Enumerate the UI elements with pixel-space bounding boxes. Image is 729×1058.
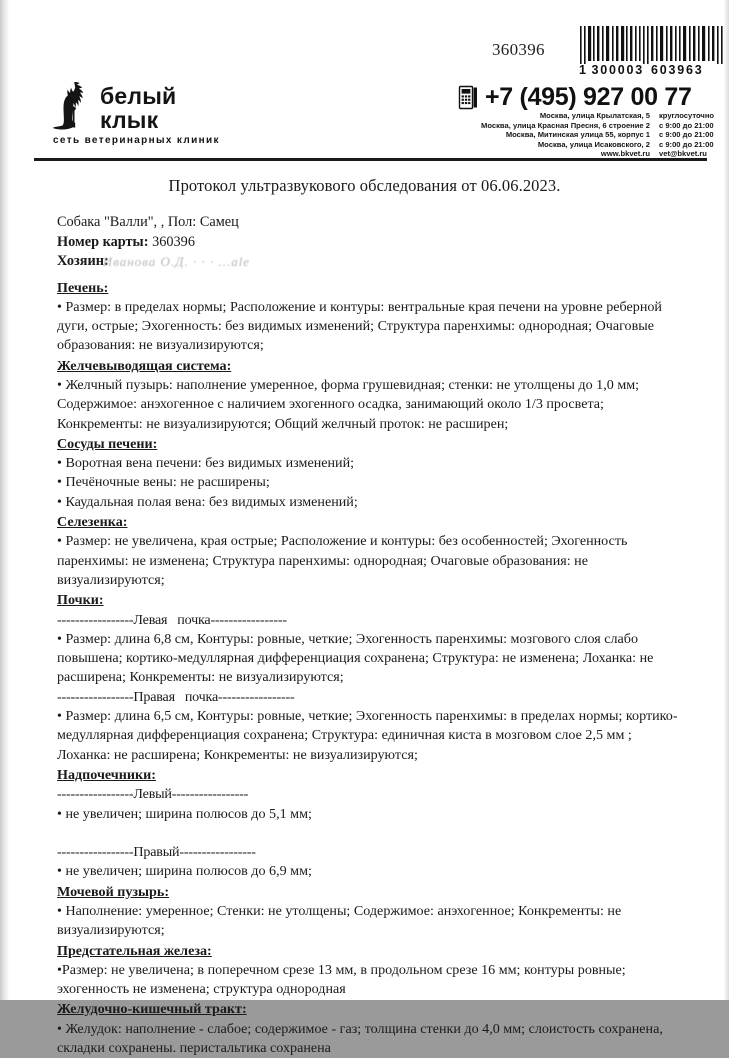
address-text: Москва, улица Исаковского, 2 xyxy=(538,140,650,150)
patient-card-row xyxy=(57,233,729,253)
subsection-separator-left-adrenal: -----------------Левый----------------- xyxy=(57,785,685,804)
card-number-label: Номер карты: xyxy=(57,234,149,250)
clinic-phone xyxy=(459,83,692,112)
section-heading-biliary-system: Желчевыводящая система: xyxy=(57,357,685,376)
address-hours: с 9:00 до 21:00 xyxy=(650,121,728,131)
section-text: • Воротная вена печени: без видимых изменений; xyxy=(57,454,685,473)
card-number-value: 360396 xyxy=(152,234,195,250)
address-row xyxy=(436,130,728,140)
section-text: • Размер: не увеличена, края острые; Расположение и контуры: без особенностей; Эхогенность паренхимы: не изменена; Структура паренхимы: однородная; Очаговые образования: не визуализируются; xyxy=(57,532,685,590)
patient-species-name-sex: Собака "Валли", , Пол: Самец xyxy=(57,213,729,233)
clinic-addresses xyxy=(436,111,728,159)
section-heading-adrenal-glands: Надпочечники: xyxy=(57,766,685,785)
section-text: • Желудок: наполнение - слабое; содержимое - газ; толщина стенки до 4,0 мм; слоистость сохранена, складки сохранены. перистальтика сохранена xyxy=(57,1020,685,1058)
website-url: www.bkvet.ru xyxy=(601,149,650,159)
subsection-separator-right-adrenal: -----------------Правый----------------- xyxy=(57,843,685,862)
document-number: 360396 xyxy=(492,40,545,60)
address-row xyxy=(436,121,728,131)
section-text: • Размер: в пределах нормы; Расположение и контуры: вентральные края печени на уровне реберной дуги, острые; Эхогенность: без видимых изменений; Структура паренхимы: однородная; Очаговые образования: не визуализируются; xyxy=(57,298,685,356)
address-hours: с 9:00 до 21:00 xyxy=(650,130,728,140)
email-address: vet@bkvet.ru xyxy=(650,149,728,159)
section-text: • Печёночные вены: не расширены; xyxy=(57,473,685,492)
section-text: • не увеличен; ширина полюсов до 5,1 мм; xyxy=(57,805,685,824)
section-heading-liver-vessels: Сосуды печени: xyxy=(57,435,685,454)
section-heading-liver: Печень: xyxy=(57,279,685,298)
section-heading-urinary-bladder: Мочевой пузырь: xyxy=(57,883,685,902)
address-row xyxy=(436,140,728,150)
mobile-phone-icon xyxy=(459,86,478,109)
spacer-line xyxy=(57,824,685,843)
barcode-left-group: 300003 xyxy=(591,63,644,77)
patient-info xyxy=(0,213,729,272)
address-hours: круглосуточно xyxy=(650,111,728,121)
address-text: Москва, улица Крылатская, 5 xyxy=(540,111,650,121)
owner-label: Хозяин: xyxy=(57,252,109,272)
address-text: Москва, улица Красная Пресня, 6 строение 2 xyxy=(481,121,650,131)
document-header xyxy=(0,0,729,152)
barcode-right-group: 603963 xyxy=(651,63,704,77)
subsection-separator-right-kidney: -----------------Правая почка----------------- xyxy=(57,688,685,707)
section-text: • Желчный пузырь: наполнение умеренное, форма грушевидная; стенки: не утолщены до 1,0 мм; Содержимое: анэхогенное с наличием эхогенного осадка, занимающий около 1/3 просвета; Конкременты: не визуализируются; Общий желчный проток: не расширен; xyxy=(57,376,685,434)
phone-number: +7 (495) 927 00 77 xyxy=(485,83,692,112)
section-text: • Каудальная полая вена: без видимых изменений; xyxy=(57,493,685,512)
address-row xyxy=(436,111,728,121)
owner-value-redacted: Ивановa О.Д. · · · ...ale xyxy=(103,252,250,272)
section-heading-prostate: Предстательная железа: xyxy=(57,942,685,961)
dog-silhouette-icon xyxy=(52,86,98,134)
barcode-bars-icon xyxy=(578,26,724,64)
section-text: • не увеличен; ширина полюсов до 6,9 мм; xyxy=(57,862,685,881)
section-heading-kidneys: Почки: xyxy=(57,591,685,610)
section-text: • Размер: длина 6,8 см, Контуры: ровные, четкие; Эхогенность паренхимы: мозгового слоя слабо повышена; кортико-медуллярная дифференциация сохранена; Структура: не изменена; Лоханка: не расширена; Конкременты: не визуализируются; xyxy=(57,630,685,688)
barcode-lead-digit: 1 xyxy=(579,63,586,77)
address-hours: с 9:00 до 21:00 xyxy=(650,140,728,150)
patient-owner-row xyxy=(57,252,729,272)
subsection-separator-left-kidney: -----------------Левая почка----------------- xyxy=(57,611,685,630)
clinic-logo xyxy=(52,84,232,146)
section-text: • Размер: длина 6,5 см, Контуры: ровные, четкие; Эхогенность паренхимы: в пределах нормы; кортико-медуллярная дифференциация сохранена; Структура: единичная киста в мозговом слое 2,5 мм ; Лоханка: не расширена; Конкременты: не визуализируются; xyxy=(57,707,685,765)
header-divider xyxy=(34,158,707,161)
barcode xyxy=(578,26,724,77)
address-text: Москва, Митинская улица 55, корпус 1 xyxy=(506,130,650,140)
clinic-tagline: сеть ветеринарных клиник xyxy=(53,135,232,146)
section-text: •Размер: не увеличена; в поперечном срезе 13 мм, в продольном срезе 16 мм; контуры ровные; эхогенность не изменена; структура однородная xyxy=(57,961,685,1000)
section-text: • Наполнение: умеренное; Стенки: не утолщены; Содержимое: анэхогенное; Конкременты: не визуализируются; xyxy=(57,902,685,941)
barcode-digits xyxy=(578,63,724,77)
page-title: Протокол ультразвукового обследования от 06.06.2023. xyxy=(0,152,729,196)
section-heading-spleen: Селезенка: xyxy=(57,513,685,532)
clinic-name: белый клык xyxy=(100,84,232,134)
section-heading-gastrointestinal-tract: Желудочно-кишечный тракт: xyxy=(57,1000,685,1019)
report-body xyxy=(0,272,729,1058)
